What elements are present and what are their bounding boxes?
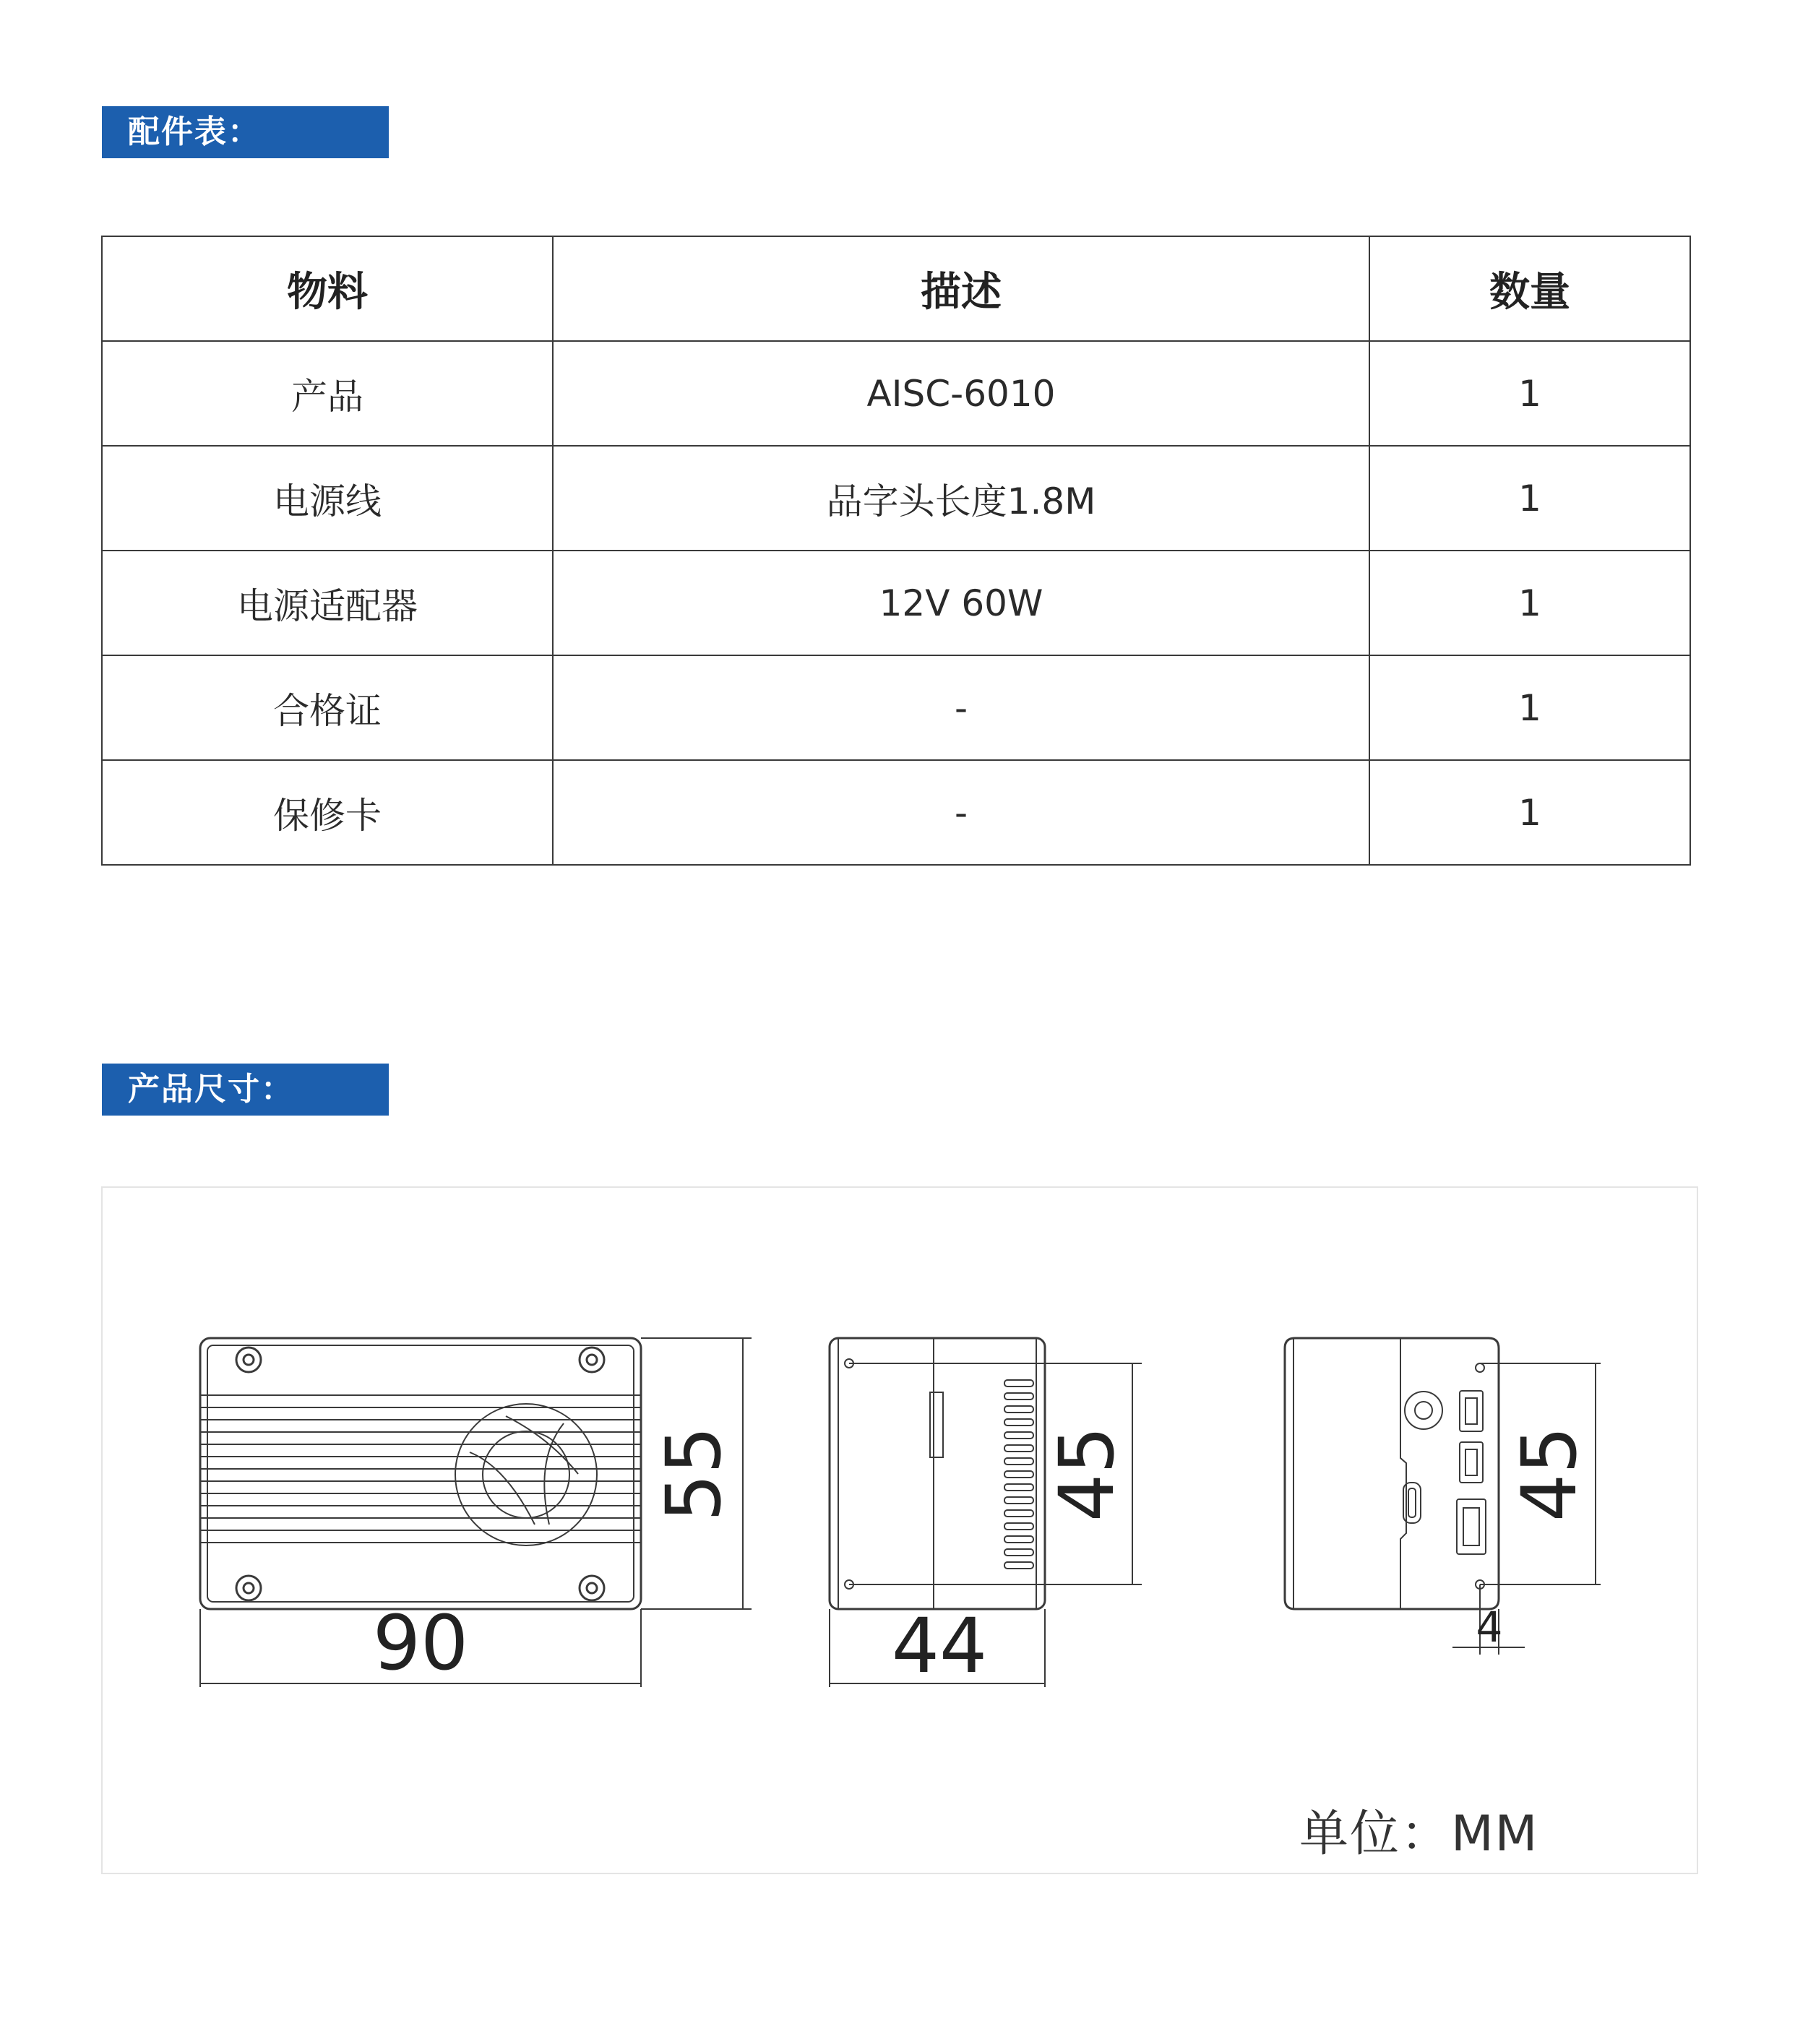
cell-description: AISC-6010 [553,341,1369,446]
cell-description: - [553,760,1369,865]
cell-quantity: 1 [1369,655,1690,760]
header-quantity: 数量 [1369,236,1690,341]
unit-label: 单位：MM [1299,1806,1539,1863]
cell-material: 电源线 [102,446,553,551]
side-height-label: 45 [1043,1426,1131,1522]
screw-icon [236,1347,604,1600]
cell-quantity: 1 [1369,446,1690,551]
cell-description: 品字头长度1.8M [553,446,1369,551]
cell-quantity: 1 [1369,760,1690,865]
front-height-label: 55 [650,1426,738,1522]
power-jack-icon [1405,1392,1442,1429]
usb-port-icon [1457,1391,1486,1554]
side-width-label: 44 [891,1602,988,1690]
fan-icon [455,1404,597,1545]
cell-material: 合格证 [102,655,553,760]
parts-list-title: 配件表： [102,106,389,158]
cell-description: 12V 60W [553,551,1369,655]
cell-material: 保修卡 [102,760,553,865]
header-material: 物料 [102,236,553,341]
cell-quantity: 1 [1369,341,1690,446]
front-width-label: 90 [372,1599,469,1687]
rear-height-label: 45 [1505,1426,1593,1522]
cell-description: - [553,655,1369,760]
rear-offset-label: 4 [1476,1603,1503,1652]
cell-material: 产品 [102,341,553,446]
header-description: 描述 [553,236,1369,341]
cell-quantity: 1 [1369,551,1690,655]
product-dimensions-title: 产品尺寸： [102,1064,389,1116]
cell-material: 电源适配器 [102,551,553,655]
